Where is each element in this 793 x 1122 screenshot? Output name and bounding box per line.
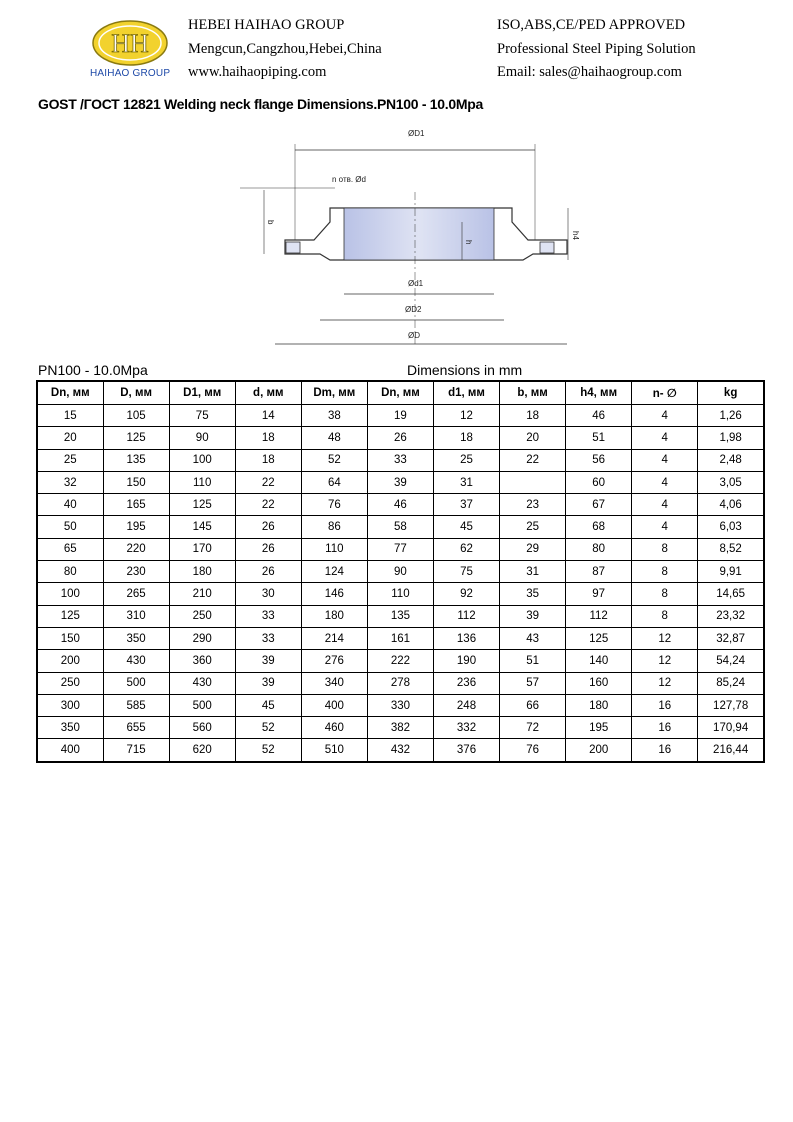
table-cell: 12 <box>632 672 698 694</box>
table-cell: 75 <box>169 405 235 427</box>
table-header-row <box>37 381 764 405</box>
table-cell: 6,03 <box>698 516 764 538</box>
table-cell: 25 <box>500 516 566 538</box>
table-cell: 125 <box>566 627 632 649</box>
table-cell: 65 <box>37 538 103 560</box>
table-cell: 165 <box>103 494 169 516</box>
table-cell: 276 <box>301 650 367 672</box>
table-row <box>37 627 764 649</box>
table-cell: 620 <box>169 739 235 762</box>
table-cell: 86 <box>301 516 367 538</box>
table-cell: 32 <box>37 471 103 493</box>
table-cell: 45 <box>235 694 301 716</box>
table-cell: 18 <box>500 405 566 427</box>
table-cell: 136 <box>433 627 499 649</box>
table-cell: 330 <box>367 694 433 716</box>
table-cell: 29 <box>500 538 566 560</box>
table-cell: 1,98 <box>698 427 764 449</box>
table-cell: 50 <box>37 516 103 538</box>
table-cell: 112 <box>433 605 499 627</box>
table-row <box>37 405 764 427</box>
table-cell: 9,91 <box>698 561 764 583</box>
table-cell: 300 <box>37 694 103 716</box>
table-cell: 23,32 <box>698 605 764 627</box>
table-cell: 52 <box>235 717 301 739</box>
column-header: h4, мм <box>566 381 632 405</box>
table-cell: 51 <box>566 427 632 449</box>
table-cell: 170 <box>169 538 235 560</box>
table-cell: 124 <box>301 561 367 583</box>
logo-text: HAIHAO GROUP <box>90 68 171 79</box>
table-cell: 15 <box>37 405 103 427</box>
haihao-logo-icon <box>90 18 170 68</box>
table-cell: 97 <box>566 583 632 605</box>
table-cell: 22 <box>235 471 301 493</box>
label-holes: n отв. Ød <box>332 175 366 184</box>
table-cell: 8 <box>632 605 698 627</box>
table-cell: 39 <box>235 650 301 672</box>
table-cell: 2,48 <box>698 449 764 471</box>
table-cell: 64 <box>301 471 367 493</box>
table-cell: 37 <box>433 494 499 516</box>
table-cell: 400 <box>301 694 367 716</box>
column-header: Dn, мм <box>367 381 433 405</box>
table-row <box>37 672 764 694</box>
table-cell: 135 <box>367 605 433 627</box>
table-cell: 22 <box>500 449 566 471</box>
label-D2: ØD2 <box>405 305 422 314</box>
table-cell: 332 <box>433 717 499 739</box>
table-row <box>37 494 764 516</box>
label-h4: h4 <box>571 231 580 240</box>
table-cell: 54,24 <box>698 650 764 672</box>
header-contact-left <box>188 14 382 85</box>
table-cell: 125 <box>37 605 103 627</box>
label-D: ØD <box>408 331 420 340</box>
table-cell: 195 <box>103 516 169 538</box>
table-cell: 220 <box>103 538 169 560</box>
table-cell: 560 <box>169 717 235 739</box>
table-cell: 382 <box>367 717 433 739</box>
table-cell: 33 <box>235 627 301 649</box>
logo-letters: HH <box>111 29 149 58</box>
table-row <box>37 583 764 605</box>
table-cell: 180 <box>169 561 235 583</box>
table-cell: 500 <box>169 694 235 716</box>
table-cell: 62 <box>433 538 499 560</box>
table-row <box>37 650 764 672</box>
table-cell: 150 <box>37 627 103 649</box>
table-cell: 110 <box>367 583 433 605</box>
welding-neck-flange-diagram <box>240 122 580 354</box>
table-cell: 8 <box>632 561 698 583</box>
table-cell: 8,52 <box>698 538 764 560</box>
table-cell: 12 <box>632 627 698 649</box>
table-cell: 80 <box>37 561 103 583</box>
column-header: kg <box>698 381 764 405</box>
table-cell: 222 <box>367 650 433 672</box>
table-cell: 127,78 <box>698 694 764 716</box>
table-cell: 655 <box>103 717 169 739</box>
table-cell: 432 <box>367 739 433 762</box>
table-row <box>37 427 764 449</box>
tagline: Professional Steel Piping Solution <box>497 40 696 57</box>
table-cell: 33 <box>235 605 301 627</box>
table-cell: 125 <box>169 494 235 516</box>
table-cell: 33 <box>367 449 433 471</box>
table-cell: 90 <box>169 427 235 449</box>
table-cell: 14 <box>235 405 301 427</box>
table-cell: 150 <box>103 471 169 493</box>
table-cell: 161 <box>367 627 433 649</box>
table-cell: 200 <box>37 650 103 672</box>
table-cell: 190 <box>433 650 499 672</box>
table-cell: 3,05 <box>698 471 764 493</box>
table-cell: 195 <box>566 717 632 739</box>
table-cell: 48 <box>301 427 367 449</box>
table-cell: 4 <box>632 494 698 516</box>
table-cell: 20 <box>37 427 103 449</box>
table-cell: 76 <box>301 494 367 516</box>
table-cell: 180 <box>566 694 632 716</box>
table-cell: 30 <box>235 583 301 605</box>
header-contact-right <box>497 14 696 85</box>
table-row <box>37 561 764 583</box>
document-title: GOST /ГОСТ 12821 Welding neck flange Dimensions.PN100 - 10.0Mpa <box>38 96 483 112</box>
label-h: h <box>464 240 473 245</box>
flange-drawing <box>240 122 580 354</box>
table-cell: 310 <box>103 605 169 627</box>
table-cell: 35 <box>500 583 566 605</box>
table-cell: 145 <box>169 516 235 538</box>
table-cell: 31 <box>433 471 499 493</box>
table-cell: 52 <box>235 739 301 762</box>
table-cell: 26 <box>235 538 301 560</box>
table-cell: 248 <box>433 694 499 716</box>
table-cell: 43 <box>500 627 566 649</box>
table-cell: 90 <box>367 561 433 583</box>
table-cell: 125 <box>103 427 169 449</box>
table-cell: 360 <box>169 650 235 672</box>
table-cell: 350 <box>103 627 169 649</box>
table-cell: 57 <box>500 672 566 694</box>
table-cell: 18 <box>433 427 499 449</box>
table-cell: 26 <box>235 516 301 538</box>
column-header: D, мм <box>103 381 169 405</box>
column-header: D1, мм <box>169 381 235 405</box>
table-cell: 22 <box>235 494 301 516</box>
table-cell <box>500 471 566 493</box>
table-cell: 46 <box>566 405 632 427</box>
column-header: n- ∅ <box>632 381 698 405</box>
dimensions-table <box>36 380 765 763</box>
table-cell: 85,24 <box>698 672 764 694</box>
table-cell: 715 <box>103 739 169 762</box>
company-address: Mengcun,Cangzhou,Hebei,China <box>188 40 382 57</box>
table-cell: 4 <box>632 405 698 427</box>
table-cell: 250 <box>169 605 235 627</box>
table-cell: 4 <box>632 449 698 471</box>
table-cell: 400 <box>37 739 103 762</box>
table-cell: 51 <box>500 650 566 672</box>
table-cell: 200 <box>566 739 632 762</box>
table-row <box>37 694 764 716</box>
table-cell: 4 <box>632 516 698 538</box>
table-cell: 20 <box>500 427 566 449</box>
column-header: b, мм <box>500 381 566 405</box>
column-header: Dn, мм <box>37 381 103 405</box>
table-cell: 140 <box>566 650 632 672</box>
table-cell: 376 <box>433 739 499 762</box>
table-cell: 510 <box>301 739 367 762</box>
table-cell: 230 <box>103 561 169 583</box>
table-cell: 60 <box>566 471 632 493</box>
table-cell: 105 <box>103 405 169 427</box>
table-cell: 460 <box>301 717 367 739</box>
table-cell: 585 <box>103 694 169 716</box>
table-cell: 18 <box>235 427 301 449</box>
table-cell: 278 <box>367 672 433 694</box>
table-cell: 170,94 <box>698 717 764 739</box>
table-cell: 430 <box>169 672 235 694</box>
table-cell: 14,65 <box>698 583 764 605</box>
table-cell: 75 <box>433 561 499 583</box>
table-cell: 56 <box>566 449 632 471</box>
table-cell: 500 <box>103 672 169 694</box>
table-cell: 45 <box>433 516 499 538</box>
table-cell: 16 <box>632 694 698 716</box>
table-row <box>37 516 764 538</box>
table-cell: 76 <box>500 739 566 762</box>
table-cell: 25 <box>433 449 499 471</box>
table-cell: 23 <box>500 494 566 516</box>
label-d1: Ød1 <box>408 279 424 288</box>
company-logo <box>90 18 170 82</box>
table-cell: 40 <box>37 494 103 516</box>
column-header: d1, мм <box>433 381 499 405</box>
label-D1: ØD1 <box>408 129 425 138</box>
table-cell: 290 <box>169 627 235 649</box>
table-cell: 110 <box>169 471 235 493</box>
column-header: d, мм <box>235 381 301 405</box>
table-row <box>37 538 764 560</box>
table-cell: 4 <box>632 427 698 449</box>
table-cell: 26 <box>367 427 433 449</box>
table-cell: 430 <box>103 650 169 672</box>
table-cell: 46 <box>367 494 433 516</box>
table-cell: 77 <box>367 538 433 560</box>
table-cell: 214 <box>301 627 367 649</box>
units-label: Dimensions in mm <box>407 362 523 378</box>
table-cell: 39 <box>235 672 301 694</box>
table-cell: 1,26 <box>698 405 764 427</box>
column-header: Dm, мм <box>301 381 367 405</box>
table-cell: 31 <box>500 561 566 583</box>
table-cell: 135 <box>103 449 169 471</box>
company-email[interactable]: Email: sales@haihaogroup.com <box>497 64 682 80</box>
table-cell: 38 <box>301 405 367 427</box>
table-cell: 4 <box>632 471 698 493</box>
table-cell: 160 <box>566 672 632 694</box>
table-cell: 92 <box>433 583 499 605</box>
table-cell: 72 <box>500 717 566 739</box>
table-cell: 16 <box>632 739 698 762</box>
table-cell: 4,06 <box>698 494 764 516</box>
table-cell: 66 <box>500 694 566 716</box>
table-cell: 32,87 <box>698 627 764 649</box>
table-cell: 68 <box>566 516 632 538</box>
table-cell: 350 <box>37 717 103 739</box>
table-cell: 180 <box>301 605 367 627</box>
table-cell: 67 <box>566 494 632 516</box>
table-cell: 210 <box>169 583 235 605</box>
table-cell: 12 <box>433 405 499 427</box>
table-cell: 236 <box>433 672 499 694</box>
table-row <box>37 739 764 762</box>
table-cell: 25 <box>37 449 103 471</box>
table-cell: 39 <box>500 605 566 627</box>
table-cell: 100 <box>169 449 235 471</box>
label-b: b <box>266 220 275 225</box>
table-cell: 265 <box>103 583 169 605</box>
table-cell: 112 <box>566 605 632 627</box>
table-cell: 8 <box>632 583 698 605</box>
table-cell: 340 <box>301 672 367 694</box>
table-cell: 8 <box>632 538 698 560</box>
table-row <box>37 449 764 471</box>
table-cell: 216,44 <box>698 739 764 762</box>
pressure-label: PN100 - 10.0Mpa <box>38 362 148 378</box>
table-cell: 18 <box>235 449 301 471</box>
company-website[interactable]: www.haihaopiping.com <box>188 64 327 80</box>
company-name: HEBEI HAIHAO GROUP <box>188 17 345 33</box>
table-cell: 100 <box>37 583 103 605</box>
table-cell: 146 <box>301 583 367 605</box>
table-cell: 26 <box>235 561 301 583</box>
table-cell: 39 <box>367 471 433 493</box>
table-cell: 58 <box>367 516 433 538</box>
table-cell: 80 <box>566 538 632 560</box>
table-cell: 110 <box>301 538 367 560</box>
table-row <box>37 717 764 739</box>
table-cell: 52 <box>301 449 367 471</box>
table-cell: 19 <box>367 405 433 427</box>
approvals: ISO,ABS,CE/PED APPROVED <box>497 17 686 33</box>
table-row <box>37 605 764 627</box>
table-cell: 12 <box>632 650 698 672</box>
table-row <box>37 471 764 493</box>
table-cell: 87 <box>566 561 632 583</box>
table-cell: 250 <box>37 672 103 694</box>
table-cell: 16 <box>632 717 698 739</box>
